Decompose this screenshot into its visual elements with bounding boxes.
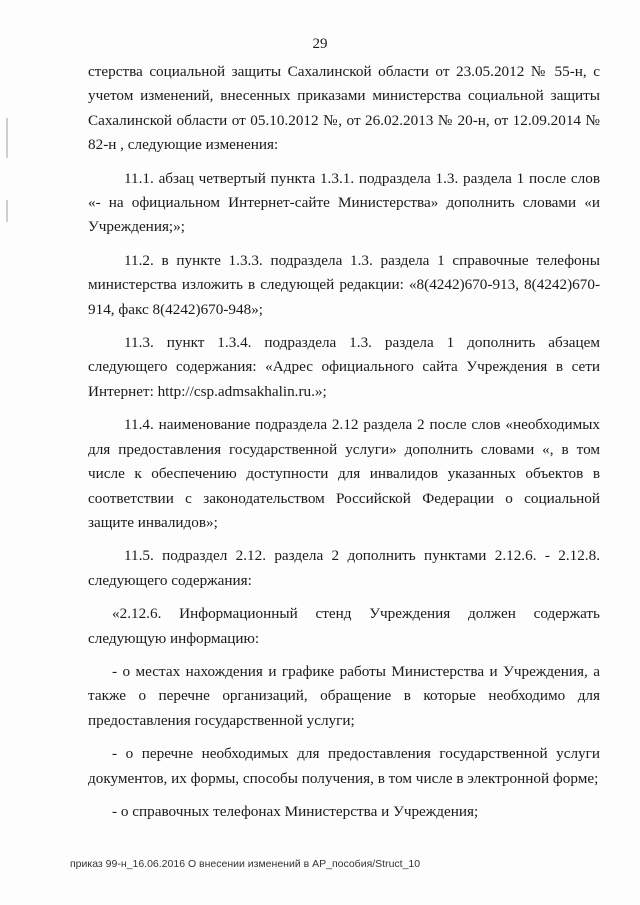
document-body — [88, 60, 600, 833]
paragraph-11-3: 11.3. пункт 1.3.4. подраздела 1.3. раздела 1 дополнить абзацем следующего содержания: «Адрес официального сайта Учреждения в сети Интернет: http://csp.admsakhalin.ru.»; — [88, 334, 600, 400]
paragraph-11-1: 11.1. абзац четвертый пункта 1.3.1. подраздела 1.3. раздела 1 после слов «- на официальном Интернет-сайте Министерства» дополнить словами «и Учреждения;»; — [88, 169, 600, 236]
list-item: - о перечне необходимых для предоставления государственной услуги документов, их формы, способы получения, в том числе в электронной форме; — [88, 745, 600, 787]
scan-margin-mark — [6, 118, 8, 158]
list-item: - о справочных телефонах Министерства и Учреждения; — [112, 802, 479, 820]
document-footer: приказ 99-н_16.06.2016 О внесении изменений в АР_пособия/Struct_10 — [70, 858, 421, 870]
list-item: - о местах нахождения и графике работы Министерства и Учреждения, а также о перечне организаций, обращение в которые необходимо для предоставления государственной услуги; — [88, 662, 600, 729]
paragraph-11-2: 11.2. в пункте 1.3.3. подраздела 1.3. раздела 1 справочные телефоны министерства изложить в следующей редакции: «8(4242)670-913, 8(4242)670-914, факс 8(4242)670-948»; — [88, 251, 600, 318]
paragraph-11-5: 11.5. подраздел 2.12. раздела 2 дополнить пунктами 2.12.6. - 2.12.8. следующего содержания: — [88, 547, 600, 589]
scan-margin-mark — [6, 200, 8, 222]
page-number: 29 — [312, 36, 328, 52]
paragraph-11-4: 11.4. наименование подраздела 2.12 раздела 2 после слов «необходимых для предоставления государственной услуги» дополнить словами «, в том числе к обеспечению доступности для инвалидов указанных объектов в соответствии с законодательством Российской Федерации о социальной защите инвалидов»; — [88, 416, 600, 531]
intro-paragraph: стерства социальной защиты Сахалинской области от 23.05.2012 № 55-н, с учетом изменений, внесенных приказами министерства социальной защиты Сахалинской области от 05.10.2012 №, от 26.02.2013 № 20-н, от 12.09.2014 № 82-н , следующие изменения: — [88, 63, 600, 154]
paragraph-2-12-6: «2.12.6. Информационный стенд Учреждения должен содержать следующую информацию: — [88, 605, 600, 647]
